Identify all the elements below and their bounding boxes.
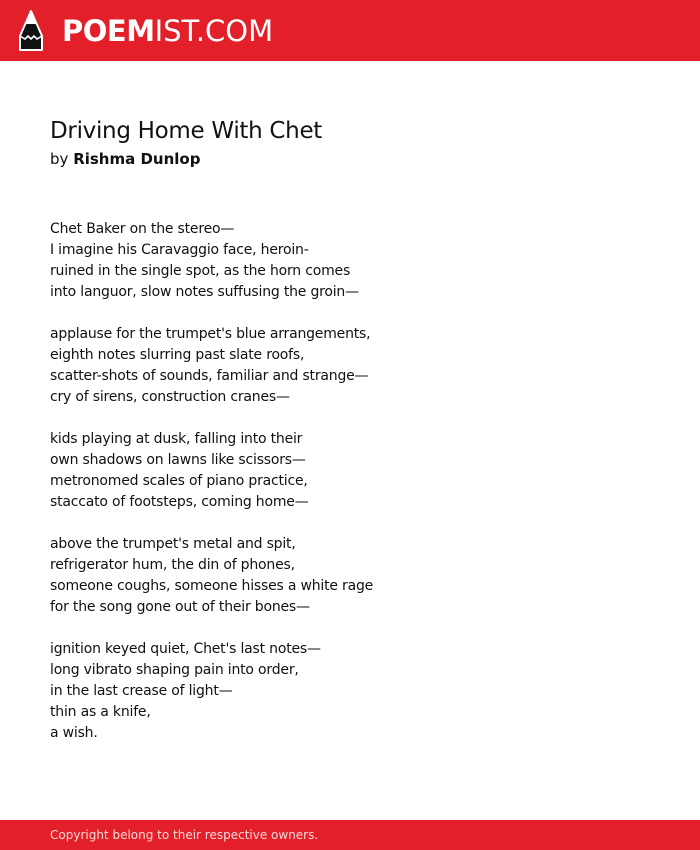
poem-title: Driving Home With Chet	[50, 118, 323, 144]
poem-line: long vibrato shaping pain into order,	[50, 662, 299, 678]
poem-line: Chet Baker on the stereo—	[50, 221, 235, 237]
poem-line: refrigerator hum, the din of phones,	[50, 557, 295, 573]
poem-line: own shadows on lawns like scissors—	[50, 452, 306, 468]
poem-line: kids playing at dusk, falling into their	[50, 431, 303, 447]
poem-stanza	[50, 324, 650, 408]
poem-stanza	[50, 534, 650, 618]
poem-line: metronomed scales of piano practice,	[50, 473, 308, 489]
poem-line: ruined in the single spot, as the horn comes	[50, 263, 351, 279]
poem-line: in the last crease of light—	[50, 683, 233, 699]
poem-line: I imagine his Caravaggio face, heroin-	[50, 242, 309, 258]
poem-line: scatter-shots of sounds, familiar and strange—	[50, 368, 369, 384]
site-logo[interactable]	[62, 13, 273, 49]
poem-line: ignition keyed quiet, Chet's last notes—	[50, 641, 321, 657]
poem-line: into languor, slow notes suffusing the groin—	[50, 284, 359, 300]
poem-line: cry of sirens, construction cranes—	[50, 389, 290, 405]
poem-stanza	[50, 219, 650, 303]
poem-line: above the trumpet's metal and spit,	[50, 536, 296, 552]
poem-body	[50, 219, 650, 765]
poem-line: eighth notes slurring past slate roofs,	[50, 347, 305, 363]
logo-text-light: IST.COM	[154, 14, 274, 48]
pencil-tip-icon[interactable]	[18, 10, 44, 52]
poem-byline	[50, 149, 200, 169]
by-label: by	[50, 150, 69, 168]
poem-line: applause for the trumpet's blue arrangements,	[50, 326, 371, 342]
poem-line: a wish.	[50, 725, 98, 741]
poem-line: thin as a knife,	[50, 704, 151, 720]
copyright-notice: Copyright belong to their respective owners.	[50, 828, 319, 842]
poem-stanza	[50, 429, 650, 513]
poem-line: someone coughs, someone hisses a white rage	[50, 578, 374, 594]
poem-line: for the song gone out of their bones—	[50, 599, 310, 615]
poem-line: staccato of footsteps, coming home—	[50, 494, 309, 510]
author-link[interactable]: Rishma Dunlop	[73, 150, 201, 168]
poem-stanza	[50, 639, 650, 744]
logo-text-bold: POEM	[62, 14, 155, 48]
site-header	[0, 0, 700, 61]
site-footer	[0, 820, 700, 850]
